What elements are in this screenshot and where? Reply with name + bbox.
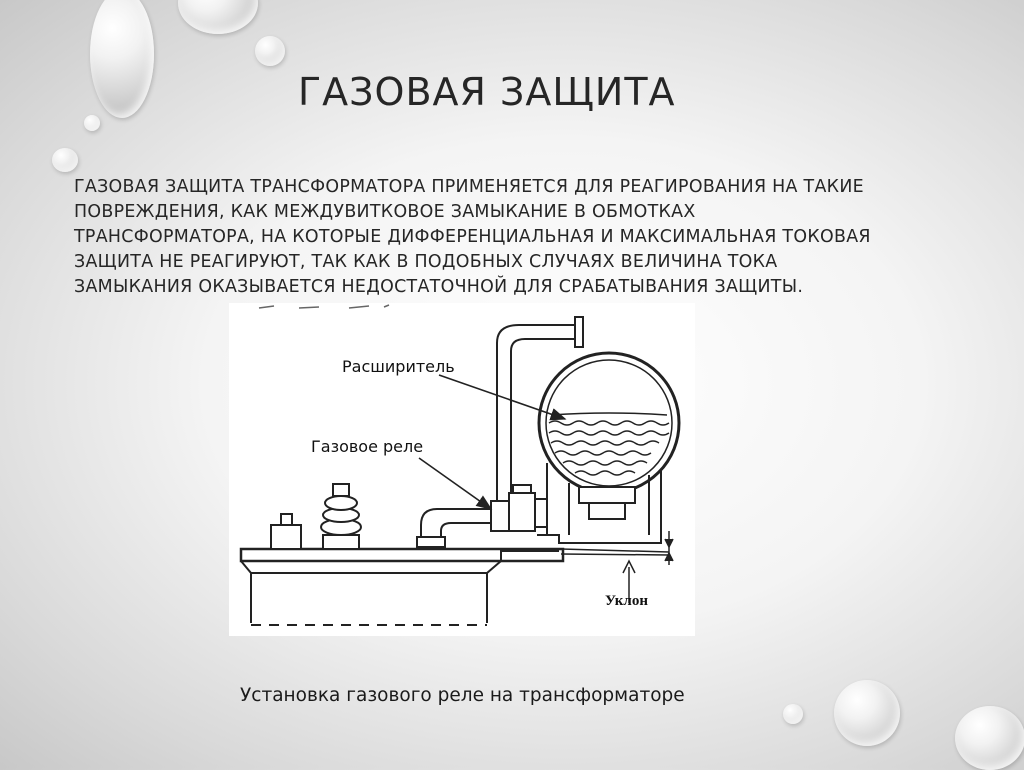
water-drop-decoration [955, 706, 1024, 770]
expander-conservator [539, 353, 679, 493]
gas-relay-pointer-arrow [419, 458, 491, 509]
water-drop-decoration [255, 36, 285, 66]
label-expander: Расширитель [342, 357, 455, 376]
connecting-pipe [417, 509, 491, 547]
label-slope: Уклон [605, 593, 648, 609]
water-drop-decoration [52, 148, 78, 172]
small-terminal [271, 514, 301, 549]
water-drop-decoration [84, 115, 100, 131]
label-gas-relay: Газовое реле [311, 437, 424, 456]
slide-title: ГАЗОВАЯ ЗАЩИТА [298, 70, 676, 114]
cut-text-fragment [259, 305, 389, 308]
transformer-diagram-svg [229, 303, 695, 636]
slide-paragraph: ГАЗОВАЯ ЗАЩИТА ТРАНСФОРМАТОРА ПРИМЕНЯЕТСЯ ДЛЯ РЕАГИРОВАНИЯ НА ТАКИЕ ПОВРЕЖДЕНИЯ, КАК МЕЖДУВИТКОВОЕ ЗАМЫКАНИЕ В ОБМОТКАХ ТРАНСФОРМАТОРА, НА КОТОРЫЕ ДИФФЕРЕНЦИАЛЬНАЯ И МАКСИМАЛЬНАЯ ТОКОВАЯ ЗАЩИТА НЕ РЕАГИРУЮТ, ТАК КАК В ПОДОБНЫХ СЛУЧАЯХ ВЕЛИЧИНА ТОКА ЗАМЫКАНИЯ ОКАЗЫВАЕТСЯ НЕДОСТАТОЧНОЙ ДЛЯ СРАБАТЫВАНИЯ ЗАЩИТЫ. [74, 177, 871, 297]
transformer-tank [241, 549, 563, 625]
water-drop-decoration [90, 0, 154, 118]
transformer-diagram [229, 303, 695, 636]
water-drop-decoration [178, 0, 258, 34]
water-drop-decoration [783, 704, 803, 724]
gas-relay [491, 485, 547, 531]
figure-caption: Установка газового реле на трансформаторе [240, 685, 685, 706]
bushing-insulator [321, 484, 361, 549]
water-drop-decoration [834, 680, 900, 746]
